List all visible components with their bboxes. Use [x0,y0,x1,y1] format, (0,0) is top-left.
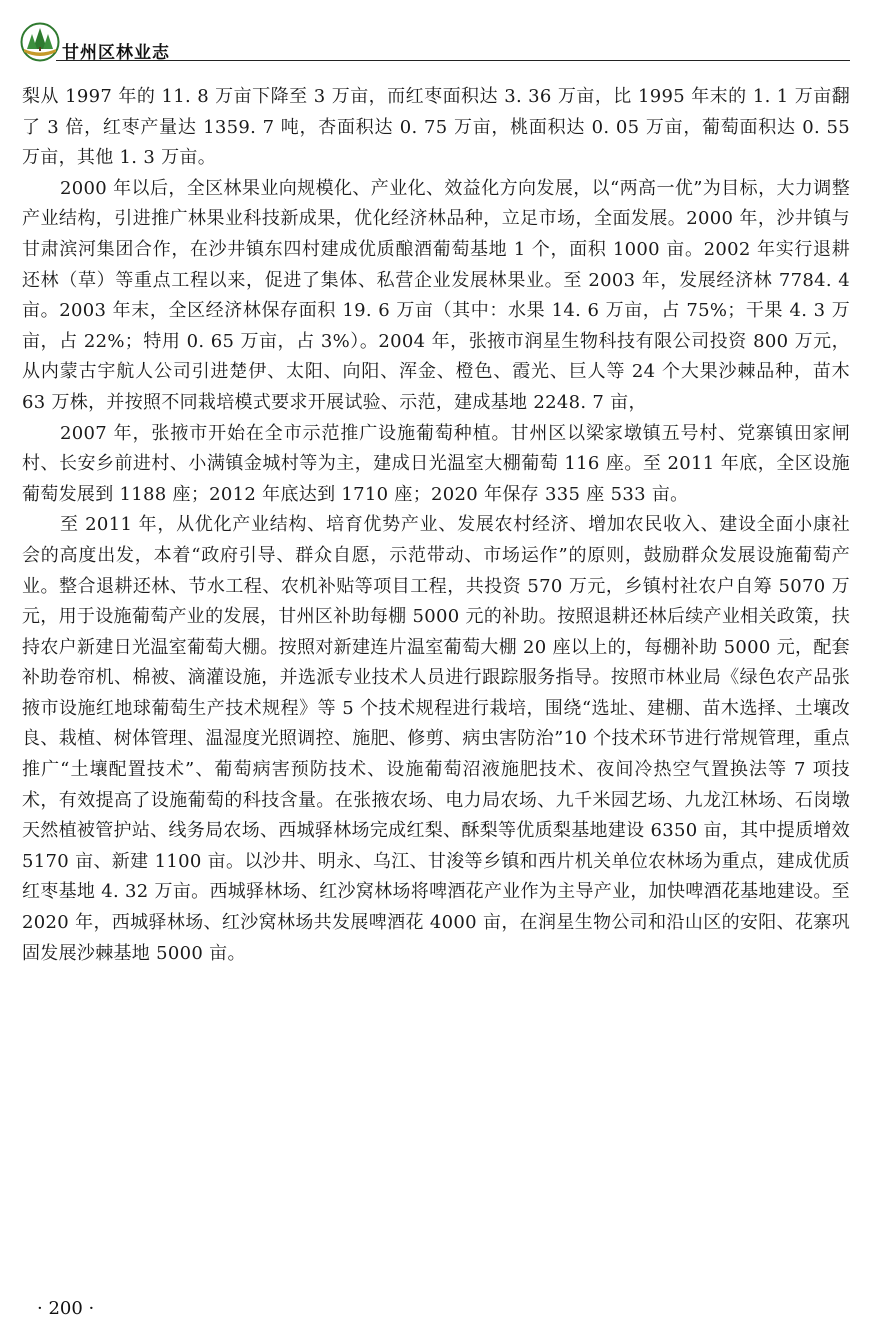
page-number: · 200 · [37,1298,95,1319]
body-text [22,82,850,969]
paragraph: 2007 年，张掖市开始在全市示范推广设施葡萄种植。甘州区以梁家墩镇五号村、党寨镇田家闸村、长安乡前进村、小满镇金城村等为主，建成日光温室大棚葡萄 116 座。至 2011 年底，全区设施葡萄发展到 1188 座；2012 年底达到 1710 座；2020 年保存 335 座 533 亩。 [22,422,850,505]
paragraph: 梨从 1997 年的 11. 8 万亩下降至 3 万亩，而红枣面积达 3. 36 万亩，比 1995 年末的 1. 1 万亩翻了 3 倍，红枣产量达 1359. 7 吨，杏面积达 0. 75 万亩，桃面积达 0. 05 万亩，葡萄面积达 0. 55 万亩，其他 1. 3 万亩。 [22,86,850,169]
paragraph: 2000 年以后，全区林果业向规模化、产业化、效益化方向发展，以“两高一优”为目标，大力调整产业结构，引进推广林果业科技新成果，优化经济林品种，立足市场，全面发展。2000 年，沙井镇与甘肃滨河集团合作，在沙井镇东四村建成优质酿酒葡萄基地 1 个，面积 1000 亩。2002 年实行退耕还林（草）等重点工程以来，促进了集体、私营企业发展林果业。至 2003 年，发展经济林 7784. 4 亩。2003 年末，全区经济林保存面积 19. 6 万亩（其中：水果 14. 6 万亩，占 75%；干果 4. 3 万亩，占 22%；特用 0. 65 万亩，占 3%）。2004 年，张掖市润星生物科技有限公司投资 800 万元，从内蒙古宇航人公司引进楚伊、太阳、向阳、浑金、橙色、霞光、巨人等 24 个大果沙棘品种，苗木 63 万株，并按照不同栽培模式要求开展试验、示范，建成基地 2248. 7 亩， [22,177,850,413]
running-header [20,22,850,66]
book-title: 甘州区林业志 [62,43,170,63]
paragraph: 至 2011 年，从优化产业结构、培育优势产业、发展农村经济、增加农民收入、建设全面小康社会的高度出发，本着“政府引导、群众自愿，示范带动、市场运作”的原则，鼓励群众发展设施葡萄产业。整合退耕还林、节水工程、农机补贴等项目工程，共投资 570 万元，乡镇村社农户自筹 5070 万元，用于设施葡萄产业的发展，甘州区补助每棚 5000 元的补助。按照退耕还林后续产业相关政策，扶持农户新建日光温室葡萄大棚。按照对新建连片温室葡萄大棚 20 座以上的，每棚补助 5000 元，配套补助卷帘机、棉被、滴灌设施，并选派专业技术人员进行跟踪服务指导。按照市林业局《绿色农产品张掖市设施红地球葡萄生产技术规程》等 5 个技术规程进行栽培，围绕“选址、建棚、苗木选择、土壤改良、栽植、树体管理、温湿度光照调控、施肥、修剪、病虫害防治”10 个技术环节进行常规管理，重点推广“土壤配置技术”、葡萄病害预防技术、设施葡萄沼液施肥技术、夜间冷热空气置换法等 7 项技术，有效提高了设施葡萄的科技含量。在张掖农场、电力局农场、九千米园艺场、九龙江林场、石岗墩天然植被管护站、线务局农场、西城驿林场完成红梨、酥梨等优质梨基地建设 6350 亩，其中提质增效 5170 亩、新建 1100 亩。以沙井、明永、乌江、甘浚等乡镇和西片机关单位农林场为重点，建成优质红枣基地 4. 32 万亩。西城驿林场、红沙窝林场将啤酒花产业作为主导产业，加快啤酒花基地建设。至 2020 年，西城驿林场、红沙窝林场共发展啤酒花 4000 亩，在润星生物公司和沿山区的安阳、花寨巩固发展沙棘基地 5000 亩。 [22,514,850,964]
forest-emblem-icon [20,22,60,62]
header-rule [56,60,850,61]
